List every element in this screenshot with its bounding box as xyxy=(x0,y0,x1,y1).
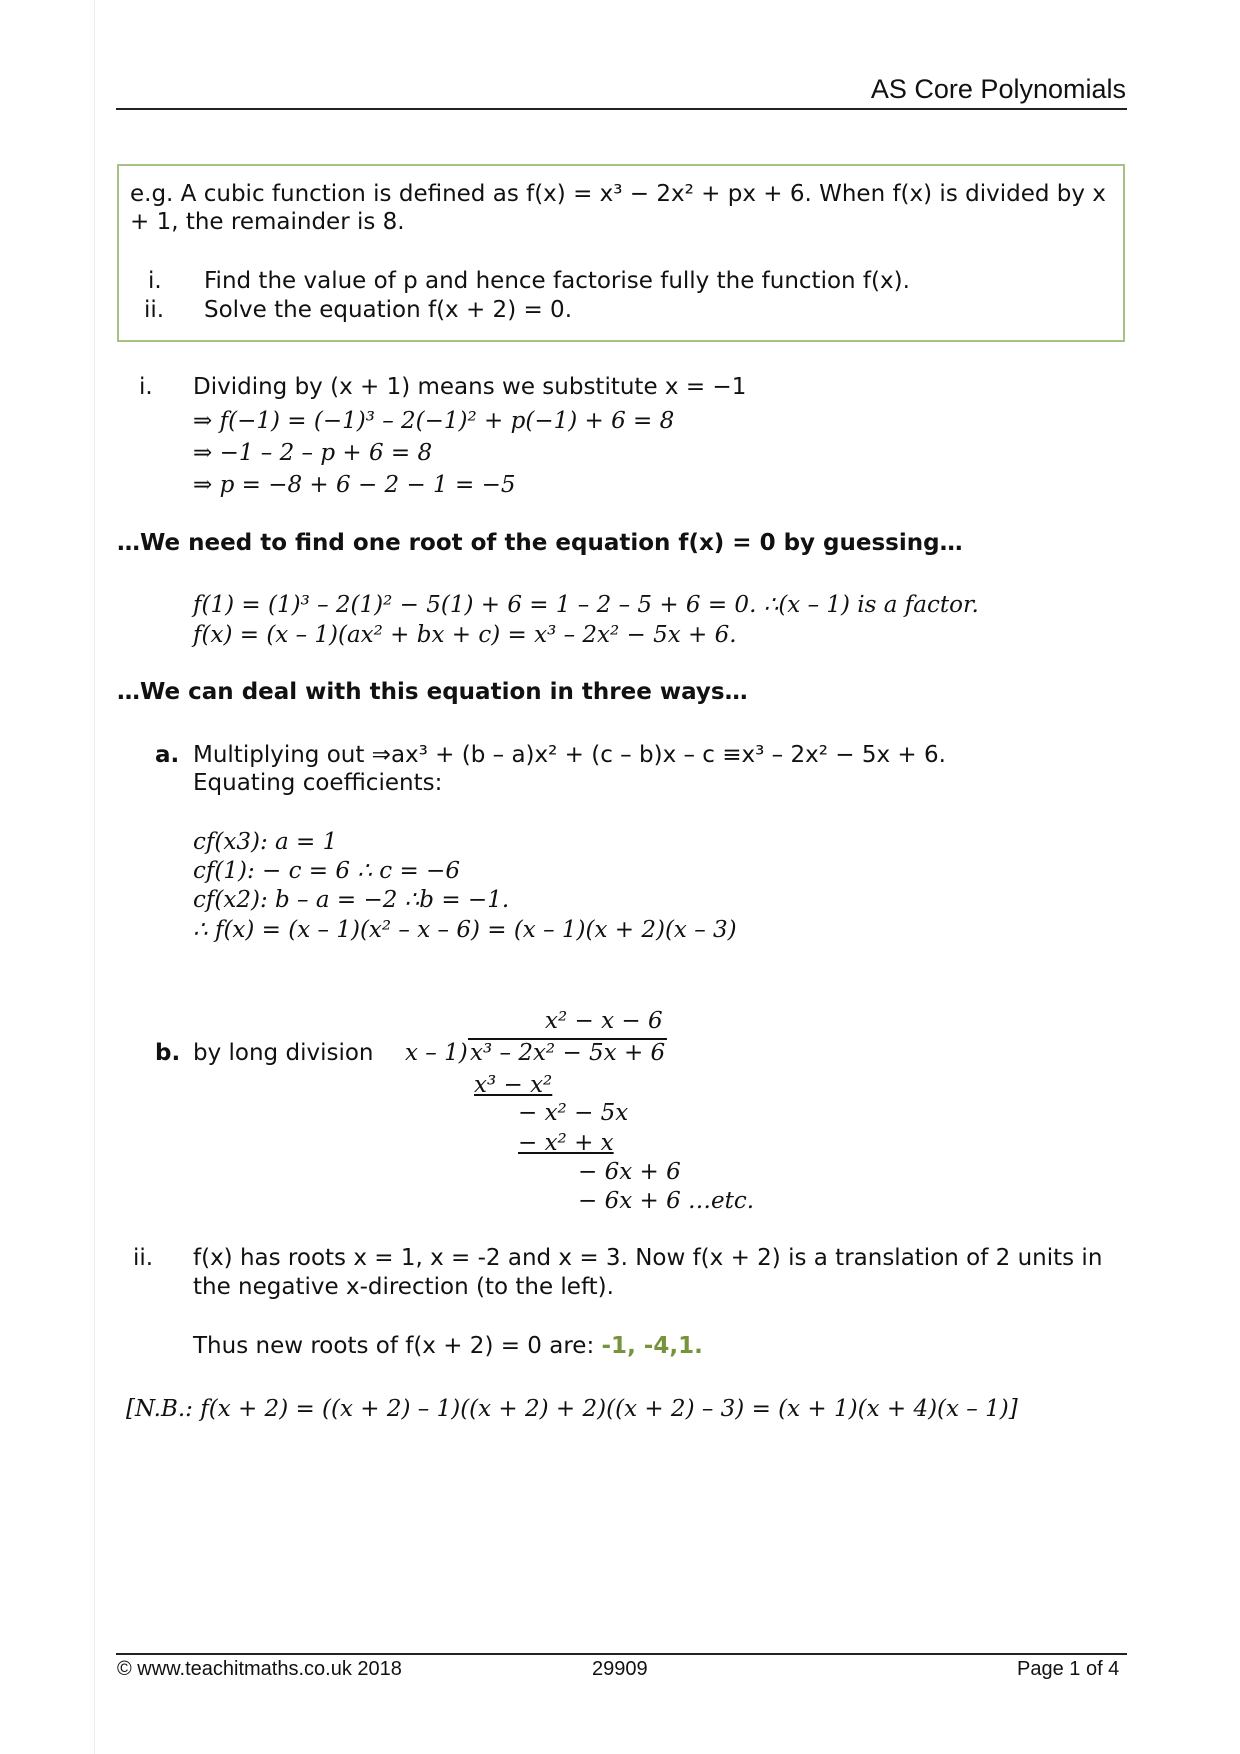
part-ii-line-1: f(x) has roots x = 1, x = -2 and x = 3. Now f(x + 2) is a translation of 2 units in xyxy=(193,1245,1103,1271)
question-line-2: + 1, the remainder is 8. xyxy=(130,209,405,235)
header-title: AS Core Polynomials xyxy=(870,74,1126,104)
header-rule xyxy=(116,108,1127,110)
division-step-4: − 6x + 6 xyxy=(578,1159,681,1185)
footer-rule xyxy=(116,1653,1127,1655)
division-dividend: x³ – 2x² − 5x + 6 xyxy=(470,1040,666,1066)
root-line-2: f(x) = (x – 1)(ax² + bx + c) = x³ – 2x² − 5x + 6. xyxy=(193,622,737,648)
method-a-label: a. xyxy=(155,742,180,768)
question-line-1: e.g. A cubic function is defined as f(x) = x³ − 2x² + px + 6. When f(x) is divided by x xyxy=(130,181,1106,207)
root-guess-note: …We need to find one root of the equation f(x) = 0 by guessing… xyxy=(117,530,963,556)
footer-copyright: © www.teachitmaths.co.uk 2018 xyxy=(117,1658,402,1680)
division-step-2: − x² − 5x xyxy=(518,1100,629,1126)
part-i-line-3: ⇒ −1 – 2 – p + 6 = 8 xyxy=(193,440,433,466)
footer-code: 29909 xyxy=(592,1658,648,1680)
question-item-num-1: i. xyxy=(148,268,162,294)
nb-note: [N.B.: f(x + 2) = ((x + 2) – 1)((x + 2) + 2)((x + 2) – 3) = (x + 1)(x + 4)(x – 1)] xyxy=(126,1396,1018,1422)
part-ii-number: ii. xyxy=(133,1245,154,1271)
new-roots-line xyxy=(193,1333,703,1361)
method-a-line-1: Multiplying out ⇒ax³ + (b – a)x² + (c – b)x – c ≡x³ – 2x² − 5x + 6. xyxy=(193,742,946,768)
part-i-line-2: ⇒ f(−1) = (−1)³ – 2(−1)² + p(−1) + 6 = 8 xyxy=(193,408,675,434)
method-a-line-2: Equating coefficients: xyxy=(193,770,443,796)
question-item-num-2: ii. xyxy=(144,297,165,323)
coefficient-line-2: cf(1): − c = 6 ∴ c = −6 xyxy=(193,858,460,884)
footer-page-number: Page 1 of 4 xyxy=(1017,1658,1120,1680)
three-ways-note: …We can deal with this equation in three ways… xyxy=(117,679,748,705)
method-b-text: by long division xyxy=(193,1040,374,1066)
coefficient-line-4: ∴ f(x) = (x – 1)(x² – x – 6) = (x – 1)(x + 2)(x – 3) xyxy=(193,917,737,943)
division-divisor: x – 1) xyxy=(405,1040,468,1066)
part-ii-line-2: the negative x-direction (to the left). xyxy=(193,1274,614,1300)
method-b-label: b. xyxy=(155,1040,181,1066)
coefficient-line-1: cf(x3): a = 1 xyxy=(193,829,338,855)
division-step-5: − 6x + 6 …etc. xyxy=(578,1188,755,1214)
page-margin-rule xyxy=(94,0,95,1754)
question-item-text-2: Solve the equation f(x + 2) = 0. xyxy=(204,297,572,323)
part-i-line-4: ⇒ p = −8 + 6 − 2 − 1 = −5 xyxy=(193,472,516,498)
coefficient-line-3: cf(x2): b – a = −2 ∴b = −1. xyxy=(193,887,510,913)
question-item-text-1: Find the value of p and hence factorise fully the function f(x). xyxy=(204,268,910,294)
root-line-1: f(1) = (1)³ – 2(1)² − 5(1) + 6 = 1 – 2 – 5 + 6 = 0. ∴(x – 1) is a factor. xyxy=(193,592,979,618)
division-step-1: x³ − x² xyxy=(474,1072,553,1098)
part-i-line-1: Dividing by (x + 1) means we substitute x = −1 xyxy=(193,374,747,400)
new-roots-answer: -1, -4,1. xyxy=(601,1333,703,1359)
division-quotient: x² − x − 6 xyxy=(545,1008,663,1034)
division-step-3: − x² + x xyxy=(518,1130,614,1156)
new-roots-label: Thus new roots of f(x + 2) = 0 are: xyxy=(193,1333,595,1359)
part-i-number: i. xyxy=(139,374,153,400)
